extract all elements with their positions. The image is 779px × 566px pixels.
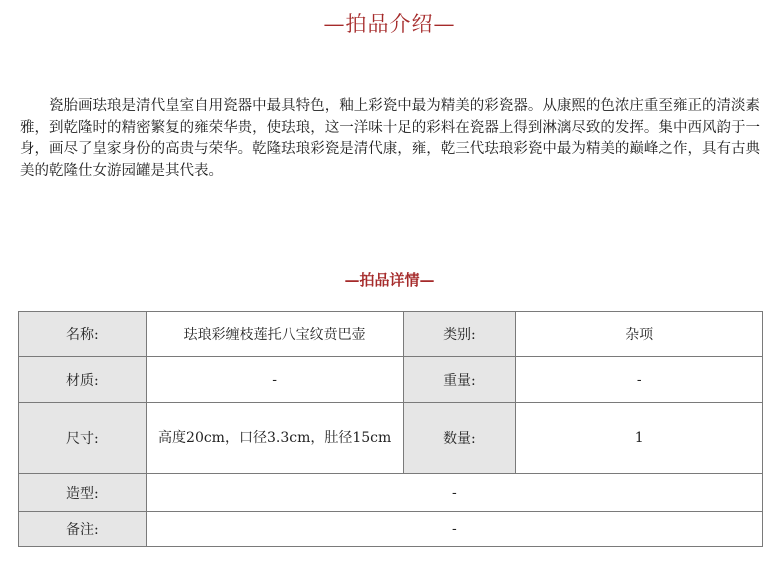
quantity-label: 数量: (403, 403, 516, 474)
category-value: 杂项 (516, 312, 763, 357)
weight-label: 重量: (403, 357, 516, 403)
name-label: 名称: (19, 312, 147, 357)
table-row (19, 312, 763, 357)
details-table (18, 311, 763, 547)
remark-label: 备注: (19, 512, 147, 547)
remark-value: - (146, 512, 762, 547)
size-value-text: 高度20cm，口径3.3cm，肚径15cm (158, 430, 392, 446)
weight-value: - (516, 357, 763, 403)
material-value: - (146, 357, 403, 403)
table-row (19, 474, 763, 512)
table-row (19, 403, 763, 474)
intro-section-title: —拍品介绍— (323, 12, 456, 36)
table-row (19, 512, 763, 547)
size-value (146, 403, 403, 474)
intro-paragraph: 瓷胎画珐琅是清代皇室自用瓷器中最具特色，釉上彩瓷中最为精美的彩瓷器。从康熙的色浓庄重至雍正的清淡素雅，到乾隆时的精密繁复的雍荣华贵，使珐琅，这一洋味十足的彩料在瓷器上得到淋漓尽致的发挥。集中西风韵于一身，画尽了皇家身份的高贵与荣华。乾隆珐琅彩瓷是清代康，雍，乾三代珐琅彩瓷中最为精美的巅峰之作，具有古典美的乾隆仕女游园罐是其代表。 (20, 98, 760, 179)
quantity-value: 1 (516, 403, 763, 474)
details-section-title: —拍品详情— (344, 271, 435, 289)
category-label: 类别: (403, 312, 516, 357)
size-label: 尺寸: (19, 403, 147, 474)
shape-label: 造型: (19, 474, 147, 512)
table-row (19, 357, 763, 403)
name-value: 珐琅彩缠枝莲托八宝纹贲巴壶 (146, 312, 403, 357)
shape-value: - (146, 474, 762, 512)
material-label: 材质: (19, 357, 147, 403)
